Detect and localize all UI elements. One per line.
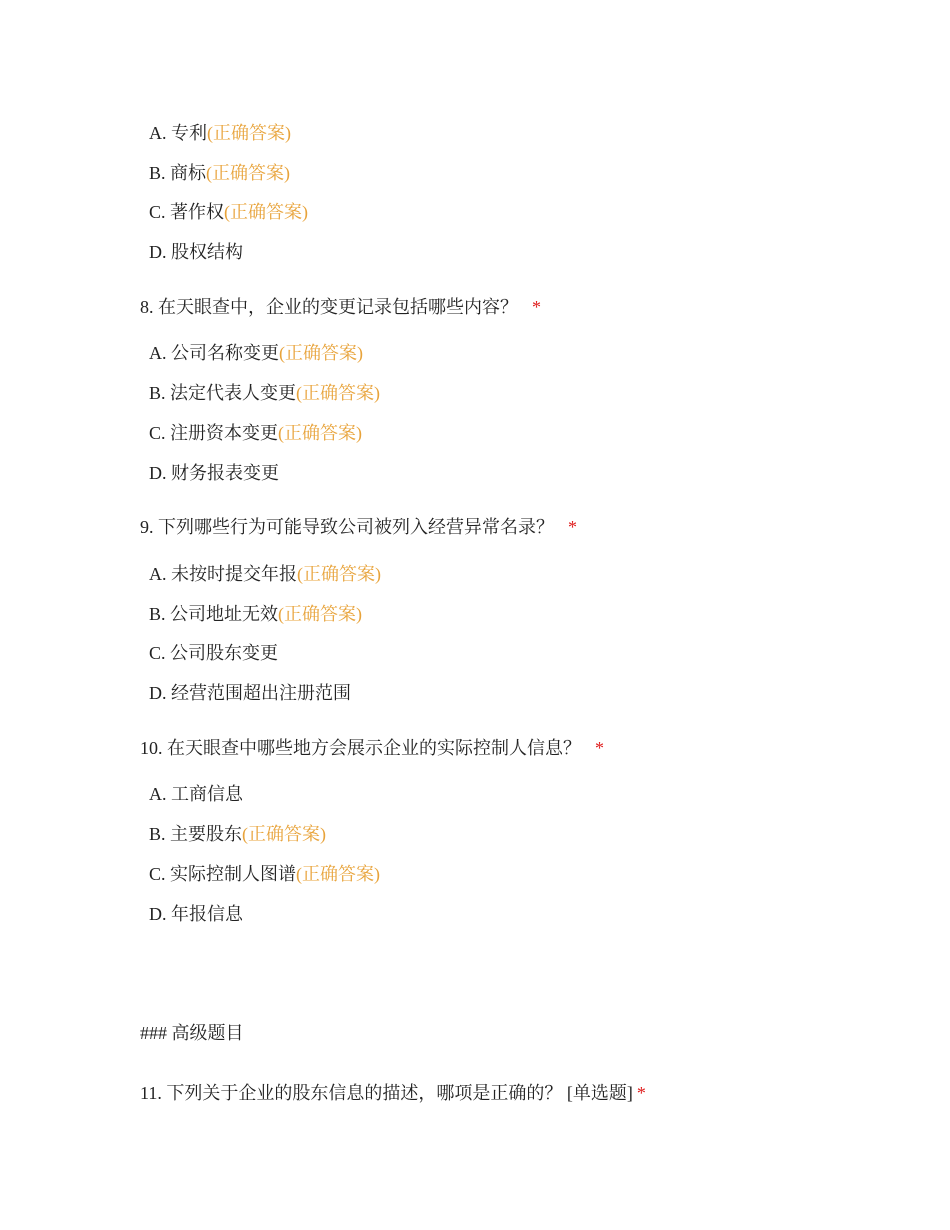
q8-option-a: A. 公司名称变更(正确答案) <box>149 343 363 363</box>
required-marker: * <box>568 517 577 537</box>
required-marker: * <box>595 738 604 758</box>
q10-option-d: D. 年报信息 <box>149 904 243 924</box>
q10-option-c: C. 实际控制人图谱(正确答案) <box>149 864 381 884</box>
q7-option-b: B. 商标(正确答案) <box>149 163 291 183</box>
question-11-title: 11. 下列关于企业的股东信息的描述，哪项是正确的？ [单选题] * <box>140 1083 646 1103</box>
correct-answer-tag: (正确答案) <box>296 383 381 403</box>
correct-answer-tag: (正确答案) <box>279 343 363 363</box>
q9-option-b: B. 公司地址无效(正确答案) <box>149 604 363 624</box>
q7-option-d: D. 股权结构 <box>149 242 243 262</box>
correct-answer-tag: (正确答案) <box>224 202 309 222</box>
correct-answer-tag: (正确答案) <box>242 824 327 844</box>
q10-option-a: A. 工商信息 <box>149 784 243 804</box>
q9-option-a: A. 未按时提交年报(正确答案) <box>149 564 381 584</box>
q9-option-d: D. 经营范围超出注册范围 <box>149 683 351 703</box>
q8-option-b: B. 法定代表人变更(正确答案) <box>149 383 381 403</box>
required-marker: * <box>532 297 541 317</box>
correct-answer-tag: (正确答案) <box>206 163 291 183</box>
required-marker: * <box>636 1083 646 1103</box>
correct-answer-tag: (正确答案) <box>296 864 381 884</box>
question-8-title: 8. 在天眼查中，企业的变更记录包括哪些内容？ * <box>140 297 541 317</box>
q7-option-a: A. 专利(正确答案) <box>149 123 291 143</box>
question-9-title: 9. 下列哪些行为可能导致公司被列入经营异常名录？ * <box>140 517 577 537</box>
correct-answer-tag: (正确答案) <box>297 564 381 584</box>
section-heading: ### 高级题目 <box>140 1023 244 1043</box>
q8-option-d: D. 财务报表变更 <box>149 463 279 483</box>
q9-option-c: C. 公司股东变更 <box>149 643 279 663</box>
q10-option-b: B. 主要股东(正确答案) <box>149 824 327 844</box>
correct-answer-tag: (正确答案) <box>278 604 363 624</box>
q8-option-c: C. 注册资本变更(正确答案) <box>149 423 363 443</box>
q7-option-c: C. 著作权(正确答案) <box>149 202 309 222</box>
question-type-tag: [单选题] <box>566 1083 633 1103</box>
question-10-title: 10. 在天眼查中哪些地方会展示企业的实际控制人信息？ * <box>140 738 604 758</box>
correct-answer-tag: (正确答案) <box>207 123 291 143</box>
correct-answer-tag: (正确答案) <box>278 423 363 443</box>
